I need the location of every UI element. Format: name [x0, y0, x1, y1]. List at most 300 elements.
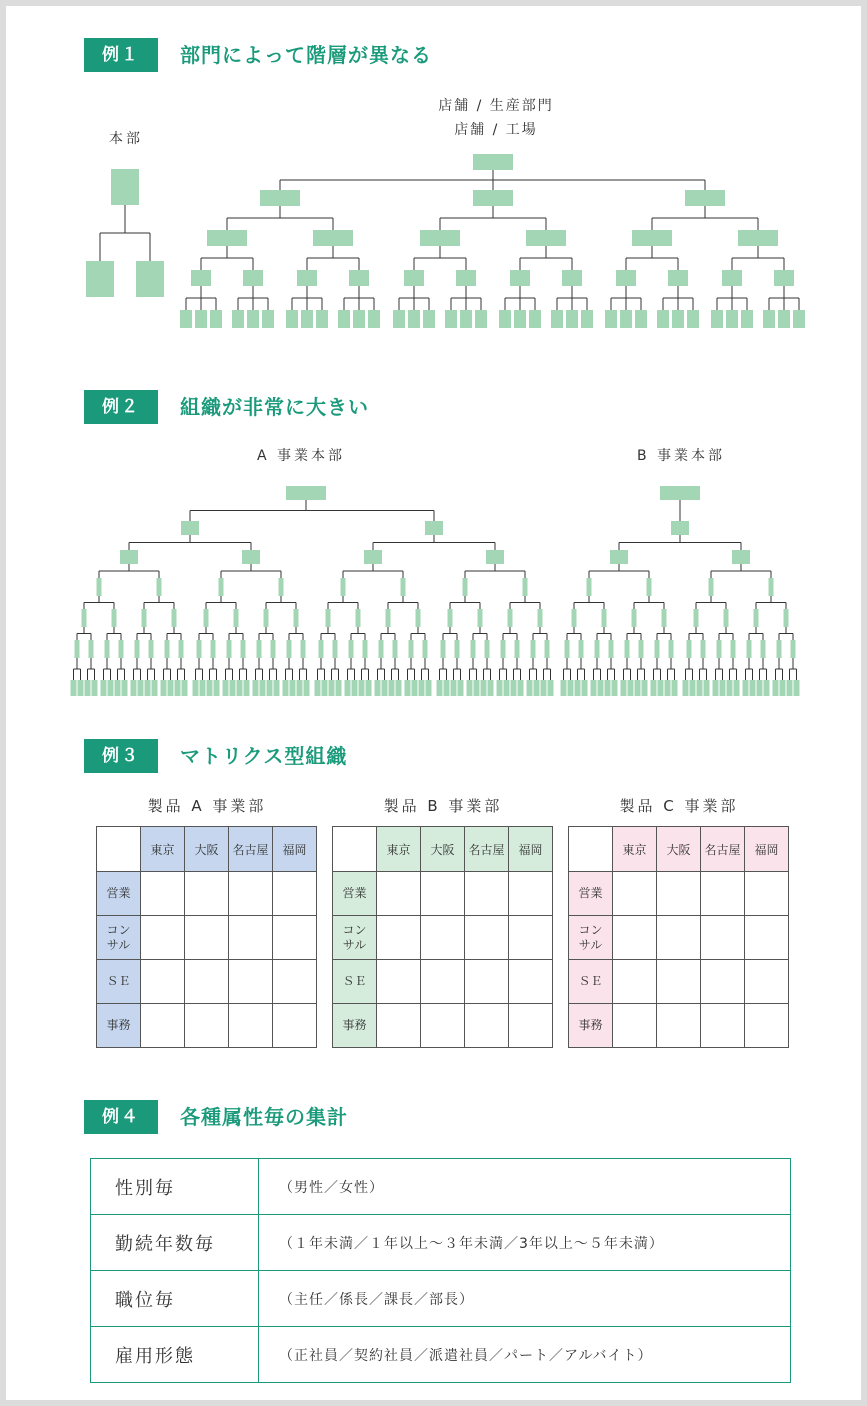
org-node	[279, 578, 284, 596]
matrix-cell	[141, 916, 185, 960]
matrix-column-header: 大阪	[657, 827, 701, 872]
matrix-header-row	[97, 827, 317, 872]
matrix-cell	[701, 960, 745, 1004]
org-node	[329, 680, 335, 696]
org-node	[382, 680, 388, 696]
attribute-row	[91, 1159, 791, 1215]
matrix-column-header: 東京	[377, 827, 421, 872]
matrix-row-header: コン サル	[333, 916, 377, 960]
org-node	[345, 680, 351, 696]
matrix-row-header: コン サル	[97, 916, 141, 960]
matrix-cell	[185, 960, 229, 1004]
matrix-row-header: 事務	[97, 1004, 141, 1048]
org-node	[349, 640, 354, 658]
org-node	[244, 680, 250, 696]
org-node	[581, 310, 593, 328]
org-node	[227, 640, 232, 658]
org-node	[193, 680, 199, 696]
matrix-cell	[613, 1004, 657, 1048]
org-node	[743, 680, 749, 696]
org-node	[82, 609, 87, 627]
matrix-column-header: 名古屋	[701, 827, 745, 872]
attribute-table	[90, 1158, 791, 1383]
org-node	[200, 680, 206, 696]
matrix-row	[569, 960, 789, 1004]
matrix-cell	[377, 1004, 421, 1048]
org-node	[425, 521, 443, 535]
org-node	[78, 680, 84, 696]
org-node	[481, 680, 487, 696]
org-node	[778, 310, 790, 328]
matrix-column-header: 福岡	[273, 827, 317, 872]
org-node	[575, 680, 581, 696]
matrix-cell	[657, 1004, 701, 1048]
org-node	[448, 609, 453, 627]
org-node	[582, 680, 588, 696]
org-node	[595, 640, 600, 658]
org-node	[197, 640, 202, 658]
org-node	[527, 680, 533, 696]
ex3-title: マトリクス型組織	[180, 744, 348, 768]
org-node	[389, 680, 395, 696]
org-node	[657, 310, 669, 328]
org-node	[538, 609, 543, 627]
matrix-cell	[509, 916, 553, 960]
org-node	[508, 609, 513, 627]
org-node	[97, 578, 102, 596]
org-node	[290, 680, 296, 696]
org-node	[161, 680, 167, 696]
matrix-cell	[421, 916, 465, 960]
org-node	[105, 640, 110, 658]
matrix-cell	[421, 1004, 465, 1048]
org-node	[672, 680, 678, 696]
org-node	[112, 609, 117, 627]
org-node	[75, 640, 80, 658]
org-node	[338, 310, 350, 328]
ex4-badge: 例４	[84, 1100, 158, 1134]
org-node	[145, 680, 151, 696]
org-node	[787, 680, 793, 696]
attribute-key: 勤続年数毎	[91, 1215, 259, 1271]
matrix-row-header: 営業	[97, 872, 141, 916]
org-node	[685, 190, 725, 206]
org-node	[207, 230, 247, 246]
matrix-cell	[141, 872, 185, 916]
attribute-key: 性別毎	[91, 1159, 259, 1215]
org-node	[598, 680, 604, 696]
attribute-row	[91, 1327, 791, 1383]
matrix-cell	[229, 916, 273, 960]
org-node	[501, 640, 506, 658]
org-node	[336, 680, 342, 696]
org-node	[774, 270, 794, 286]
org-node	[722, 270, 742, 286]
attribute-value: （正社員／契約社員／派遣社員／パート／アルバイト）	[259, 1327, 791, 1383]
org-node	[168, 680, 174, 696]
org-node	[115, 680, 121, 696]
matrix-cell	[229, 1004, 273, 1048]
matrix-cell	[509, 1004, 553, 1048]
org-node	[437, 680, 443, 696]
org-node	[612, 680, 618, 696]
matrix-row	[333, 1004, 553, 1048]
org-node	[207, 680, 213, 696]
org-node	[515, 640, 520, 658]
org-node	[322, 680, 328, 696]
org-node	[363, 640, 368, 658]
org-node	[243, 270, 263, 286]
ex4-title: 各種属性毎の集計	[180, 1105, 348, 1129]
org-node	[754, 609, 759, 627]
org-node	[545, 640, 550, 658]
org-node	[412, 680, 418, 696]
org-node	[408, 310, 420, 328]
org-node	[316, 310, 328, 328]
matrix-header-row	[569, 827, 789, 872]
org-node	[763, 310, 775, 328]
org-node	[195, 310, 207, 328]
org-node	[262, 310, 274, 328]
org-node	[499, 310, 511, 328]
org-node	[773, 680, 779, 696]
matrix-cell	[465, 960, 509, 1004]
org-node	[101, 680, 107, 696]
matrix-cell	[229, 872, 273, 916]
org-node	[609, 640, 614, 658]
org-node	[793, 310, 805, 328]
matrix-cell	[421, 960, 465, 1004]
matrix-cell	[701, 1004, 745, 1048]
org-node	[665, 680, 671, 696]
org-node	[152, 680, 158, 696]
org-node	[260, 680, 266, 696]
org-node	[271, 640, 276, 658]
ex1-title: 部門によって階層が異なる	[180, 43, 432, 67]
attribute-key: 職位毎	[91, 1271, 259, 1327]
org-node	[504, 680, 510, 696]
matrix-cell	[465, 1004, 509, 1048]
org-node	[455, 640, 460, 658]
matrix-cell	[745, 872, 789, 916]
org-node	[301, 310, 313, 328]
org-node	[511, 680, 517, 696]
ex1-org-chart	[6, 6, 861, 346]
org-node	[349, 270, 369, 286]
matrix-row-header: 営業	[333, 872, 377, 916]
org-node	[660, 486, 700, 500]
org-node	[401, 578, 406, 596]
matrix-row	[333, 916, 553, 960]
matrix-cell	[465, 916, 509, 960]
org-node	[204, 609, 209, 627]
matrix-table	[332, 826, 553, 1048]
matrix-cell	[273, 872, 317, 916]
matrix-row	[97, 1004, 317, 1048]
org-node	[180, 310, 192, 328]
org-node	[441, 640, 446, 658]
matrix-cell	[185, 916, 229, 960]
org-node	[587, 578, 592, 596]
org-node	[635, 310, 647, 328]
org-node	[356, 609, 361, 627]
matrix-header-row	[333, 827, 553, 872]
org-node	[734, 680, 740, 696]
attribute-row	[91, 1215, 791, 1271]
org-node	[741, 310, 753, 328]
matrix-row-header: ＳＥ	[97, 960, 141, 1004]
matrix-cell	[421, 872, 465, 916]
org-node	[732, 550, 750, 564]
org-node	[119, 640, 124, 658]
org-node	[704, 680, 710, 696]
org-node	[485, 640, 490, 658]
org-node	[211, 640, 216, 658]
org-node	[709, 578, 714, 596]
ex2-org-chart	[6, 466, 861, 706]
org-node	[237, 680, 243, 696]
org-node	[393, 310, 405, 328]
org-node	[620, 310, 632, 328]
org-node	[315, 680, 321, 696]
org-node	[404, 270, 424, 286]
matrix-column-header: 福岡	[509, 827, 553, 872]
matrix-column-header: 東京	[613, 827, 657, 872]
org-node	[780, 680, 786, 696]
org-node	[86, 261, 114, 297]
org-node	[572, 609, 577, 627]
matrix-cell	[657, 872, 701, 916]
org-node	[460, 310, 472, 328]
matrix-cell	[229, 960, 273, 1004]
org-node	[283, 680, 289, 696]
org-node	[523, 578, 528, 596]
matrix-cell	[273, 960, 317, 1004]
org-node	[717, 640, 722, 658]
matrix-cell	[377, 960, 421, 1004]
org-node	[551, 310, 563, 328]
matrix-cell	[745, 916, 789, 960]
org-node	[731, 640, 736, 658]
org-node	[687, 640, 692, 658]
matrix-row-header: ＳＥ	[569, 960, 613, 1004]
org-node	[451, 680, 457, 696]
org-node	[639, 640, 644, 658]
org-node	[616, 270, 636, 286]
matrix-row	[333, 960, 553, 1004]
org-node	[750, 680, 756, 696]
org-node	[416, 609, 421, 627]
matrix-row	[569, 916, 789, 960]
matrix-cell	[141, 960, 185, 1004]
matrix-row	[97, 960, 317, 1004]
matrix-cell	[273, 916, 317, 960]
org-node	[632, 609, 637, 627]
org-node	[445, 310, 457, 328]
matrix-title: 製品 A 事業部	[147, 797, 267, 815]
org-node	[353, 310, 365, 328]
org-node	[368, 310, 380, 328]
org-node	[108, 680, 114, 696]
org-node	[366, 680, 372, 696]
org-node	[655, 640, 660, 658]
org-node	[89, 640, 94, 658]
org-node	[651, 680, 657, 696]
org-node	[463, 578, 468, 596]
org-node	[769, 578, 774, 596]
org-node	[294, 609, 299, 627]
org-node	[561, 680, 567, 696]
org-node	[711, 310, 723, 328]
org-node	[647, 578, 652, 596]
org-node	[426, 680, 432, 696]
org-node	[393, 640, 398, 658]
org-node	[687, 310, 699, 328]
org-node	[179, 640, 184, 658]
org-node	[605, 310, 617, 328]
ex2-badge: 例２	[84, 390, 158, 424]
org-node	[565, 640, 570, 658]
org-node	[257, 640, 262, 658]
org-node	[313, 230, 353, 246]
org-node	[247, 310, 259, 328]
org-node	[791, 640, 796, 658]
matrix-row	[97, 916, 317, 960]
matrix-cell	[273, 1004, 317, 1048]
org-node	[157, 578, 162, 596]
org-node	[471, 640, 476, 658]
matrix-row-header: 事務	[333, 1004, 377, 1048]
org-node	[605, 680, 611, 696]
org-node	[672, 310, 684, 328]
matrix-row	[569, 872, 789, 916]
matrix-cell	[185, 1004, 229, 1048]
matrix-cell	[613, 916, 657, 960]
matrix-column-header: 福岡	[745, 827, 789, 872]
org-node	[602, 609, 607, 627]
matrix-column-header: 大阪	[185, 827, 229, 872]
matrix-cell	[377, 872, 421, 916]
org-node	[405, 680, 411, 696]
org-node	[478, 609, 483, 627]
matrix-column-header: 大阪	[421, 827, 465, 872]
matrix-title: 製品 C 事業部	[619, 797, 739, 815]
org-node	[777, 640, 782, 658]
org-node	[341, 578, 346, 596]
org-node	[230, 680, 236, 696]
page	[6, 6, 861, 1400]
org-node	[784, 609, 789, 627]
org-node	[191, 270, 211, 286]
org-node	[264, 609, 269, 627]
ex1-badge: 例１	[84, 38, 158, 72]
matrix-cell	[745, 1004, 789, 1048]
org-node	[488, 680, 494, 696]
org-node	[635, 680, 641, 696]
org-node	[467, 680, 473, 696]
matrix-cell	[613, 960, 657, 1004]
org-node	[379, 640, 384, 658]
matrix-row	[333, 872, 553, 916]
org-node	[219, 578, 224, 596]
matrix-table	[568, 826, 789, 1048]
org-node	[214, 680, 220, 696]
matrix-cell	[141, 1004, 185, 1048]
org-node	[456, 270, 476, 286]
ex3-badge: 例３	[84, 739, 158, 773]
org-node	[642, 680, 648, 696]
org-node	[92, 680, 98, 696]
matrix-table	[96, 826, 317, 1048]
attribute-value: （男性／女性）	[259, 1159, 791, 1215]
org-node	[409, 640, 414, 658]
org-node	[297, 270, 317, 286]
org-node	[165, 640, 170, 658]
org-node	[71, 680, 77, 696]
org-node	[304, 680, 310, 696]
org-node	[591, 680, 597, 696]
org-node	[738, 230, 778, 246]
matrix-corner-cell	[97, 827, 141, 872]
org-node	[701, 640, 706, 658]
matrix-cell	[509, 960, 553, 1004]
org-node	[120, 550, 138, 564]
org-node	[621, 680, 627, 696]
attribute-value: （主任／係長／課長／部長）	[259, 1271, 791, 1327]
org-node	[610, 550, 628, 564]
org-node	[473, 190, 513, 206]
org-node	[359, 680, 365, 696]
org-node	[232, 310, 244, 328]
org-node	[510, 270, 530, 286]
org-node	[253, 680, 259, 696]
matrix-cell	[701, 916, 745, 960]
matrix-column-header: 名古屋	[229, 827, 273, 872]
ex2-a-label: A 事業本部	[256, 448, 346, 464]
matrix-cell	[657, 916, 701, 960]
matrix-column-header: 東京	[141, 827, 185, 872]
org-node	[764, 680, 770, 696]
org-node	[727, 680, 733, 696]
org-node	[458, 680, 464, 696]
matrix-title: 製品 B 事業部	[383, 797, 503, 815]
org-node	[579, 640, 584, 658]
org-node	[531, 640, 536, 658]
matrix-cell	[377, 916, 421, 960]
org-node	[333, 640, 338, 658]
org-node	[423, 640, 428, 658]
org-node	[662, 609, 667, 627]
org-node	[210, 310, 222, 328]
org-node	[122, 680, 128, 696]
org-node	[628, 680, 634, 696]
org-node	[286, 486, 326, 500]
org-node	[85, 680, 91, 696]
ex2-b-label: B 事業本部	[636, 448, 726, 464]
ex1-hq-label: 本部	[109, 131, 143, 147]
ex1-store-label-1: 店舗 / 生産部門	[438, 98, 554, 114]
matrix-row-header: 事務	[569, 1004, 613, 1048]
org-node	[625, 640, 630, 658]
org-node	[690, 680, 696, 696]
org-node	[486, 550, 504, 564]
matrix-row	[97, 872, 317, 916]
org-node	[241, 640, 246, 658]
org-node	[694, 609, 699, 627]
org-node	[658, 680, 664, 696]
org-node	[473, 154, 513, 170]
org-node	[242, 550, 260, 564]
